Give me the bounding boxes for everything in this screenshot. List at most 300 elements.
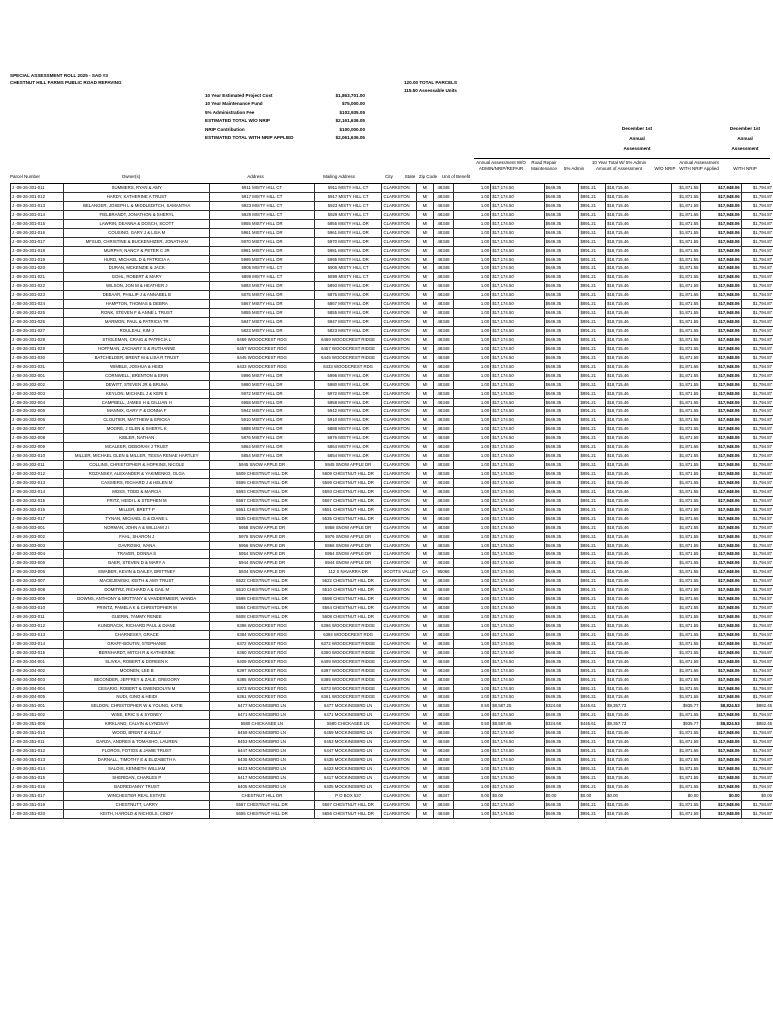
mailing-address: 5966 SNOW APPLE DR bbox=[314, 541, 382, 550]
property-address: 5910 MISTY HILL DR bbox=[210, 416, 315, 425]
road-repair: $649.35 bbox=[544, 201, 579, 210]
wo-nrip-annual: $1,871.55 bbox=[671, 237, 700, 246]
admin-fee: $891.21 bbox=[579, 273, 606, 282]
table-row bbox=[11, 237, 773, 246]
with-nrip-applied: $17,948.06 bbox=[700, 604, 741, 613]
total-parcels: 120.00 TOTAL PARCELS bbox=[404, 80, 458, 85]
wo-nrip-annual: $1,871.55 bbox=[671, 756, 700, 765]
state: MI bbox=[417, 452, 433, 461]
admin-fee: $891.21 bbox=[579, 604, 606, 613]
with-nrip-annual: $1,794.87 bbox=[741, 666, 773, 675]
summary-value: $102,935.05 bbox=[339, 110, 365, 115]
zip-code: 48348 bbox=[433, 380, 454, 389]
parcel-number: J -08-26-301-017 bbox=[11, 237, 64, 246]
table-row bbox=[11, 613, 773, 622]
property-address: 5934 SNOW APPLE DR bbox=[210, 568, 315, 577]
city: CLARKSTON bbox=[382, 666, 417, 675]
ten-year-total: $9,357.73 bbox=[606, 702, 672, 711]
with-nrip-applied: $17,948.06 bbox=[700, 228, 741, 237]
parcel-number: J -08-26-304-001 bbox=[11, 657, 64, 666]
property-address: 6453 MOCKINGBIRD LN bbox=[210, 738, 315, 747]
zip-code: 48348 bbox=[433, 309, 454, 318]
ten-year-total: $18,715.46 bbox=[606, 684, 672, 693]
with-nrip-applied: $17,948.06 bbox=[700, 586, 741, 595]
with-nrip-applied: $17,948.06 bbox=[700, 210, 741, 219]
wo-nrip-annual: $1,871.55 bbox=[671, 273, 700, 282]
city: CLARKSTON bbox=[382, 371, 417, 380]
road-repair: $649.35 bbox=[544, 398, 579, 407]
with-nrip-applied: $17,948.06 bbox=[700, 380, 741, 389]
ten-year-total: $18,715.46 bbox=[606, 434, 672, 443]
with-nrip-annual: $1,794.87 bbox=[741, 300, 773, 309]
unit-of-benefit: 1.00 bbox=[454, 764, 491, 773]
state: MI bbox=[417, 407, 433, 416]
mailing-address: 5847 MISTY HILL DR bbox=[314, 318, 382, 327]
mailing-address: 5854 MISTY HILL DR bbox=[314, 452, 382, 461]
with-nrip-annual: $1,794.87 bbox=[741, 219, 773, 228]
annual-assessment-wo: $17,174.50 bbox=[491, 496, 544, 505]
annual-assessment-wo: $17,174.50 bbox=[491, 604, 544, 613]
owner-name: LAWRIN, DEANNA & DOSCH, SCOTT bbox=[64, 219, 210, 228]
mailing-address: 5996 MISTY HILL DR bbox=[314, 371, 382, 380]
zip-code: 48348 bbox=[433, 729, 454, 738]
with-nrip-annual: $1,794.87 bbox=[741, 657, 773, 666]
owner-name: DURAN, MCKENZIE & JACK bbox=[64, 264, 210, 273]
city: CLARKSTON bbox=[382, 782, 417, 791]
summary-value: $2,161,636.05 bbox=[335, 118, 365, 123]
state: MI bbox=[417, 478, 433, 487]
unit-of-benefit: 1.00 bbox=[454, 657, 491, 666]
state: MI bbox=[417, 335, 433, 344]
admin-fee: $891.21 bbox=[579, 380, 606, 389]
with-nrip-annual: $1,794.87 bbox=[741, 318, 773, 327]
with-nrip-annual: $1,794.87 bbox=[741, 353, 773, 362]
mailing-address: 6447 MOCKINGBIRD LN bbox=[314, 747, 382, 756]
table-row bbox=[11, 201, 773, 210]
annual-assessment-wo: $17,174.50 bbox=[491, 425, 544, 434]
road-repair: $649.35 bbox=[544, 693, 579, 702]
zip-code: 48348 bbox=[433, 443, 454, 452]
zip-code: 48348 bbox=[433, 666, 454, 675]
ten-year-total: $18,715.46 bbox=[606, 470, 672, 479]
road-repair: $649.35 bbox=[544, 228, 579, 237]
owner-name: ROULEAU, KIM J bbox=[64, 327, 210, 336]
state: MI bbox=[417, 425, 433, 434]
city: CLARKSTON bbox=[382, 416, 417, 425]
city: CLARKSTON bbox=[382, 604, 417, 613]
city: CLARKSTON bbox=[382, 327, 417, 336]
with-nrip-applied: $17,948.06 bbox=[700, 434, 741, 443]
admin-fee: $891.21 bbox=[579, 255, 606, 264]
table-row bbox=[11, 461, 773, 470]
with-nrip-applied: $17,948.06 bbox=[700, 452, 741, 461]
city: CLARKSTON bbox=[382, 639, 417, 648]
mailing-address: 5551 CHESTNUT HILL DR bbox=[314, 505, 382, 514]
wo-nrip-annual: $1,871.55 bbox=[671, 639, 700, 648]
admin-fee: $891.21 bbox=[579, 782, 606, 791]
table-row bbox=[11, 639, 773, 648]
property-address: 6423 MOCKINGBIRD LN bbox=[210, 764, 315, 773]
summary-row bbox=[205, 117, 365, 124]
with-nrip-applied: $17,948.06 bbox=[700, 773, 741, 782]
unit-of-benefit: 1.00 bbox=[454, 335, 491, 344]
property-address: 5599 CHESTNUT HILL DR bbox=[210, 478, 315, 487]
table-row bbox=[11, 756, 773, 765]
admin-fee: $891.21 bbox=[579, 693, 606, 702]
parcel-number: J -08-26-303-004 bbox=[11, 550, 64, 559]
mailing-address: 6360 WOODCREST RIDGE bbox=[314, 648, 382, 657]
unit-of-benefit: 1.00 bbox=[454, 666, 491, 675]
state: MI bbox=[417, 300, 433, 309]
road-repair: $649.35 bbox=[544, 648, 579, 657]
parcel-number: J -08-26-302-004 bbox=[11, 398, 64, 407]
with-nrip-applied: $17,948.06 bbox=[700, 639, 741, 648]
table-row bbox=[11, 747, 773, 756]
ten-year-total: $18,715.46 bbox=[606, 264, 672, 273]
mailing-address: 5958 MISTY HILL DR bbox=[314, 398, 382, 407]
zip-code: 48348 bbox=[433, 711, 454, 720]
city: CLARKSTON bbox=[382, 747, 417, 756]
city: CLARKSTON bbox=[382, 398, 417, 407]
state: MI bbox=[417, 246, 433, 255]
annual-assessment-wo: $17,174.50 bbox=[491, 219, 544, 228]
ten-year-total: $18,715.46 bbox=[606, 586, 672, 595]
mailing-address: 5972 MISTY HILL DR bbox=[314, 389, 382, 398]
parcel-number: J -08-26-302-010 bbox=[11, 452, 64, 461]
owner-name: MCALEER, DEBORAH J TRUST bbox=[64, 443, 210, 452]
unit-of-benefit: 1.00 bbox=[454, 639, 491, 648]
admin-fee: $891.21 bbox=[579, 630, 606, 639]
owner-name: MILLER, MICHAEL GLEN & MILLER, TESSA RENAE HARTLEY bbox=[64, 452, 210, 461]
table-row bbox=[11, 729, 773, 738]
owner-name: MANNIX, GARY F & DONNA F bbox=[64, 407, 210, 416]
admin-fee: $891.21 bbox=[579, 237, 606, 246]
owner-name: BAER, STEVEN D & MARY A bbox=[64, 559, 210, 568]
unit-of-benefit: 1.00 bbox=[454, 756, 491, 765]
table-row bbox=[11, 711, 773, 720]
road-repair: $649.35 bbox=[544, 523, 579, 532]
table-row bbox=[11, 586, 773, 595]
property-address: 5823 MISTY HILL DR bbox=[210, 327, 315, 336]
owner-name: MOONEN, LEE B bbox=[64, 666, 210, 675]
parcel-number: J -08-26-301-012 bbox=[11, 192, 64, 201]
parcel-number: J -08-26-351-016 bbox=[11, 782, 64, 791]
road-repair: $649.35 bbox=[544, 362, 579, 371]
property-address: 6433 WOODCREST RDG bbox=[210, 362, 315, 371]
summary-label: NRIP Contribution bbox=[205, 127, 245, 132]
annual-assessment-wo: $17,174.50 bbox=[491, 541, 544, 550]
admin-fee: $891.21 bbox=[579, 246, 606, 255]
parcel-number: J -08-26-303-014 bbox=[11, 639, 64, 648]
road-repair: $649.35 bbox=[544, 738, 579, 747]
wo-nrip-annual: $1,871.55 bbox=[671, 773, 700, 782]
wo-nrip-annual: $1,871.55 bbox=[671, 648, 700, 657]
table-row bbox=[11, 577, 773, 586]
parcel-number: J -08-26-302-011 bbox=[11, 461, 64, 470]
city: CLARKSTON bbox=[382, 228, 417, 237]
parcel-number: J -08-26-301-030 bbox=[11, 353, 64, 362]
table-row bbox=[11, 496, 773, 505]
ten-year-total: $18,715.46 bbox=[606, 353, 672, 362]
road-repair: $649.35 bbox=[544, 264, 579, 273]
summary-value: $1,863,701.00 bbox=[335, 93, 365, 98]
property-address: 6396 WOODCREST RDG bbox=[210, 621, 315, 630]
ten-year-total: $18,715.46 bbox=[606, 282, 672, 291]
zip-code: 48347 bbox=[433, 791, 454, 800]
wo-nrip-annual: $1,871.55 bbox=[671, 693, 700, 702]
owner-name: DEBAAR, PHILLIP J & ANNABEL B bbox=[64, 291, 210, 300]
with-nrip-applied: $17,948.06 bbox=[700, 630, 741, 639]
unit-of-benefit: 1.00 bbox=[454, 541, 491, 550]
owner-name: COUSINO, GARY J & LISA M bbox=[64, 228, 210, 237]
owner-name: NORMAN, JOHN A & WILLIAM J I bbox=[64, 523, 210, 532]
table-row bbox=[11, 380, 773, 389]
state: MI bbox=[417, 791, 433, 800]
annual-assessment-wo: $17,174.50 bbox=[491, 586, 544, 595]
state: MI bbox=[417, 773, 433, 782]
state: MI bbox=[417, 595, 433, 604]
ten-year-total: $18,715.46 bbox=[606, 219, 672, 228]
with-nrip-annual: $1,794.87 bbox=[741, 362, 773, 371]
unit-of-benefit: 1.00 bbox=[454, 568, 491, 577]
city: CLARKSTON bbox=[382, 586, 417, 595]
state: MI bbox=[417, 523, 433, 532]
annual-assessment-wo: $17,174.50 bbox=[491, 764, 544, 773]
wo-nrip-annual: $1,871.55 bbox=[671, 532, 700, 541]
parcel-number: J -08-26-301-028 bbox=[11, 335, 64, 344]
parcel-number: J -08-26-304-005 bbox=[11, 693, 64, 702]
property-address: 5899 MISTY HILL CT bbox=[210, 273, 315, 282]
admin-fee: $891.21 bbox=[579, 452, 606, 461]
unit-of-benefit: 1.00 bbox=[454, 362, 491, 371]
admin-fee: $891.21 bbox=[579, 648, 606, 657]
state: MI bbox=[417, 729, 433, 738]
city: SCOTTS VALLEY bbox=[382, 568, 417, 577]
with-nrip-annual: $882.45 bbox=[741, 702, 773, 711]
unit-of-benefit: 1.00 bbox=[454, 630, 491, 639]
owner-name: CASSIERS, RICHARD J & HELEN M bbox=[64, 478, 210, 487]
admin-fee: $891.21 bbox=[579, 550, 606, 559]
table-row bbox=[11, 648, 773, 657]
unit-of-benefit: 0.00 bbox=[454, 791, 491, 800]
table-row bbox=[11, 344, 773, 353]
property-address: 6469 WOODCREST RDG bbox=[210, 335, 315, 344]
parcel-number: J -08-26-302-014 bbox=[11, 487, 64, 496]
road-repair: $649.35 bbox=[544, 371, 579, 380]
annual-assessment-wo: $17,174.50 bbox=[491, 318, 544, 327]
road-repair: $649.35 bbox=[544, 389, 579, 398]
unit-of-benefit: 1.00 bbox=[454, 425, 491, 434]
mailing-address: 5980 MISTY HILL DR bbox=[314, 380, 382, 389]
table-row bbox=[11, 559, 773, 568]
header-owner: Owner(s) bbox=[121, 174, 141, 179]
parcel-number: J -08-26-302-007 bbox=[11, 425, 64, 434]
city: CLARKSTON bbox=[382, 496, 417, 505]
table-row bbox=[11, 353, 773, 362]
owner-name: DOWNS, ANTHONY & BRITTANY & VANDERMEER, WANDA bbox=[64, 595, 210, 604]
state: MI bbox=[417, 639, 433, 648]
unit-of-benefit: 1.00 bbox=[454, 371, 491, 380]
zip-code: 48348 bbox=[433, 586, 454, 595]
owner-name: HARDY, KATHERINE A TRUST bbox=[64, 192, 210, 201]
annual-assessment-wo: $17,174.50 bbox=[491, 291, 544, 300]
with-nrip-annual: $1,794.87 bbox=[741, 210, 773, 219]
property-address: 5970 MISTY HILL DR bbox=[210, 237, 315, 246]
header-wo-nrip: W/O NRIP bbox=[654, 166, 676, 171]
annual-assessment-wo: $17,174.50 bbox=[491, 729, 544, 738]
state: MI bbox=[417, 264, 433, 273]
zip-code: 48348 bbox=[433, 425, 454, 434]
table-row bbox=[11, 192, 773, 201]
parcel-number: J -08-26-303-005 bbox=[11, 559, 64, 568]
with-nrip-applied: $17,948.06 bbox=[700, 478, 741, 487]
mailing-address: 6372 WOODCREST RIDGE bbox=[314, 639, 382, 648]
zip-code: 48348 bbox=[433, 219, 454, 228]
owner-name: GRAFF-BOUTIN, STEPHANIE bbox=[64, 639, 210, 648]
owner-name: WOOD, BRENT & KELLY bbox=[64, 729, 210, 738]
parcel-number: J -08-26-303-006 bbox=[11, 568, 64, 577]
ten-year-total: $18,715.46 bbox=[606, 675, 672, 684]
parcel-number: J -08-26-351-012 bbox=[11, 747, 64, 756]
state: MI bbox=[417, 470, 433, 479]
admin-fee: $891.21 bbox=[579, 505, 606, 514]
ten-year-total: $18,715.46 bbox=[606, 505, 672, 514]
owner-name: GAVROSKI, IVANA bbox=[64, 541, 210, 550]
annual-assessment-wo: $17,174.50 bbox=[491, 416, 544, 425]
state: MI bbox=[417, 586, 433, 595]
with-nrip-applied: $17,948.06 bbox=[700, 684, 741, 693]
state: MI bbox=[417, 559, 433, 568]
table-row bbox=[11, 809, 773, 818]
annual-assessment-wo: $0.00 bbox=[491, 791, 544, 800]
summary-label: ESTIMATED TOTAL W/O NRIP bbox=[205, 118, 270, 123]
property-address: 5995 MISTY HILL DR bbox=[210, 255, 315, 264]
admin-fee: $445.61 bbox=[579, 720, 606, 729]
property-address: 6409 WOODCREST RDG bbox=[210, 657, 315, 666]
wo-nrip-annual: $1,871.55 bbox=[671, 541, 700, 550]
road-repair: $649.35 bbox=[544, 604, 579, 613]
road-repair: $649.35 bbox=[544, 675, 579, 684]
road-repair: $649.35 bbox=[544, 505, 579, 514]
property-address: 5981 MISTY HILL DR bbox=[210, 246, 315, 255]
city: CLARKSTON bbox=[382, 702, 417, 711]
admin-fee: $891.21 bbox=[579, 613, 606, 622]
state: MI bbox=[417, 630, 433, 639]
with-nrip-applied: $17,948.06 bbox=[700, 550, 741, 559]
road-repair: $649.35 bbox=[544, 613, 579, 622]
annual-assessment-wo: $17,174.50 bbox=[491, 282, 544, 291]
assessable-units: 115.50 Assessable Units bbox=[404, 88, 457, 93]
wo-nrip-annual: $1,871.55 bbox=[671, 809, 700, 818]
city: CLARKSTON bbox=[382, 693, 417, 702]
mailing-address: 5917 MISTY HILL CT bbox=[314, 192, 382, 201]
admin-fee: $891.21 bbox=[579, 532, 606, 541]
road-repair: $649.35 bbox=[544, 773, 579, 782]
annual-assessment-wo: $17,174.50 bbox=[491, 255, 544, 264]
road-repair: $649.35 bbox=[544, 577, 579, 586]
header-mailing: Mailing Address bbox=[323, 174, 355, 179]
parcel-number: J -08-26-301-026 bbox=[11, 318, 64, 327]
road-repair: $649.35 bbox=[544, 470, 579, 479]
unit-of-benefit: 1.00 bbox=[454, 389, 491, 398]
state: MI bbox=[417, 371, 433, 380]
with-nrip-applied: $17,948.06 bbox=[700, 407, 741, 416]
table-row bbox=[11, 532, 773, 541]
owner-name: KIBLER, NATHAN bbox=[64, 434, 210, 443]
annual-assessment-wo: $17,174.50 bbox=[491, 487, 544, 496]
owner-name: BATCHELDER, BRENT M & LISA R TRUST bbox=[64, 353, 210, 362]
unit-of-benefit: 1.00 bbox=[454, 327, 491, 336]
admin-fee: $891.21 bbox=[579, 300, 606, 309]
state: MI bbox=[417, 487, 433, 496]
city: CLARKSTON bbox=[382, 595, 417, 604]
table-row bbox=[11, 443, 773, 452]
wo-nrip-annual: $1,871.55 bbox=[671, 550, 700, 559]
with-nrip-annual: $1,794.87 bbox=[741, 228, 773, 237]
state: MI bbox=[417, 496, 433, 505]
road-repair: $649.35 bbox=[544, 478, 579, 487]
city: CLARKSTON bbox=[382, 201, 417, 210]
roll-title: SPECIAL ASSESSMENT ROLL 2025 - SAD #3 bbox=[10, 73, 108, 78]
ten-year-total: $18,715.46 bbox=[606, 496, 672, 505]
road-repair: $649.35 bbox=[544, 300, 579, 309]
road-repair: $649.35 bbox=[544, 684, 579, 693]
mailing-address: 112 S NAVARRA DR bbox=[314, 568, 382, 577]
zip-code: 48348 bbox=[433, 478, 454, 487]
parcel-number: J -08-26-351-006 bbox=[11, 720, 64, 729]
zip-code: 48348 bbox=[433, 523, 454, 532]
owner-name: MURPHY, NANCY & PETER C JR bbox=[64, 246, 210, 255]
table-row bbox=[11, 470, 773, 479]
unit-of-benefit: 1.00 bbox=[454, 461, 491, 470]
road-repair: $649.35 bbox=[544, 595, 579, 604]
wo-nrip-annual: $1,871.55 bbox=[671, 389, 700, 398]
mailing-address: 6385 WOODCREST RIDGE bbox=[314, 675, 382, 684]
unit-of-benefit: 0.50 bbox=[454, 702, 491, 711]
with-nrip-applied: $17,948.06 bbox=[700, 282, 741, 291]
wo-nrip-annual: $1,871.55 bbox=[671, 586, 700, 595]
wo-nrip-annual: $1,871.55 bbox=[671, 505, 700, 514]
ten-year-total: $18,715.46 bbox=[606, 639, 672, 648]
zip-code: 48348 bbox=[433, 657, 454, 666]
annual-assessment-wo: $17,174.50 bbox=[491, 684, 544, 693]
mailing-address: 5893 MISTY HILL DR bbox=[314, 282, 382, 291]
summary-row bbox=[205, 109, 365, 116]
road-repair: $649.35 bbox=[544, 282, 579, 291]
state: MI bbox=[417, 398, 433, 407]
unit-of-benefit: 1.00 bbox=[454, 353, 491, 362]
unit-of-benefit: 1.00 bbox=[454, 318, 491, 327]
city: CLARKSTON bbox=[382, 756, 417, 765]
annual-assessment-wo: $17,174.50 bbox=[491, 747, 544, 756]
road-repair: $649.35 bbox=[544, 335, 579, 344]
property-address: 6447 MOCKINGBIRD LN bbox=[210, 747, 315, 756]
road-repair: $649.35 bbox=[544, 639, 579, 648]
with-nrip-annual: $0.00 bbox=[741, 791, 773, 800]
summary-row bbox=[205, 92, 365, 99]
with-nrip-applied: $17,948.06 bbox=[700, 255, 741, 264]
with-nrip-annual: $1,794.87 bbox=[741, 577, 773, 586]
with-nrip-annual: $1,794.87 bbox=[741, 487, 773, 496]
mailing-address: 5923 MISTY HILL CT bbox=[314, 201, 382, 210]
ten-year-total: $18,715.46 bbox=[606, 210, 672, 219]
parcel-number: J -08-26-303-009 bbox=[11, 595, 64, 604]
ten-year-total: $18,715.46 bbox=[606, 541, 672, 550]
owner-name: BERNHARDT, MITCH R & KATHERINE bbox=[64, 648, 210, 657]
state: MI bbox=[417, 532, 433, 541]
zip-code: 48348 bbox=[433, 228, 454, 237]
table-row bbox=[11, 621, 773, 630]
